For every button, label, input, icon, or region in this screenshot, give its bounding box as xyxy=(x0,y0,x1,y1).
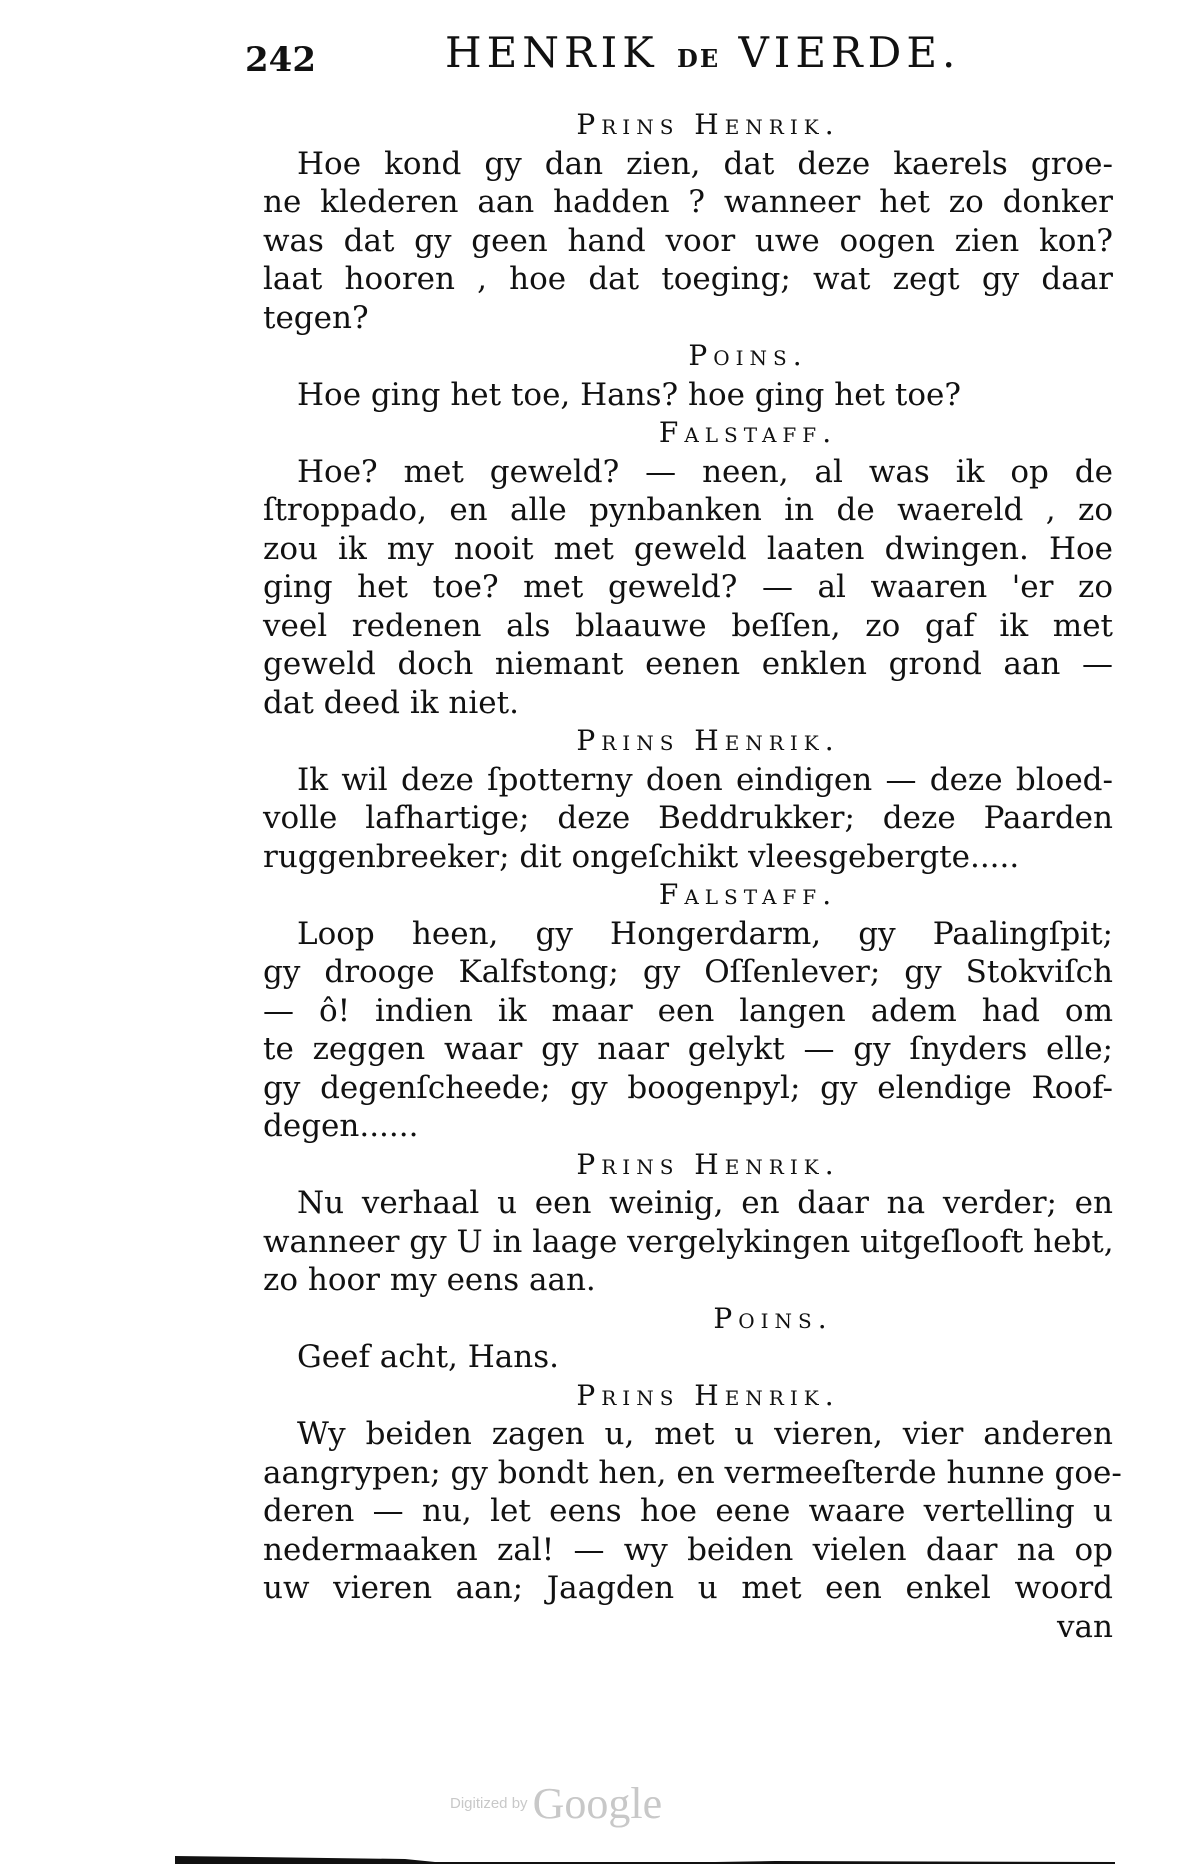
text-line: — ô! indien ik maar een langen adem had om xyxy=(263,992,1113,1029)
text-line: aangrypen; gy bondt hen, en vermeeſterde hunne goe- xyxy=(263,1454,1122,1491)
digitized-by-google-watermark xyxy=(450,1778,750,1828)
speaker-prins-henrik: Prins Henrik. xyxy=(576,108,840,141)
text-line: geweld doch niemant eenen enklen grond aan — xyxy=(263,646,1113,682)
text-line: dat deed ik niet. xyxy=(263,684,519,721)
text-line: zou ik my nooit met geweld laaten dwingen. Hoe xyxy=(263,530,1113,567)
google-logo: Google xyxy=(532,1779,663,1828)
text-line: wanneer gy U in laage vergelykingen uitgeſlooft hebt, xyxy=(263,1223,1114,1260)
text-line: Wy beiden zagen u, met u vieren, vier anderen xyxy=(297,1416,1113,1452)
running-title xyxy=(445,28,960,77)
speaker-prins-henrik: Prins Henrik. xyxy=(576,1147,840,1181)
text-line: was dat gy geen hand voor uwe oogen zien kon? xyxy=(263,222,1113,259)
text-line: ging het toe? met geweld? — al waaren 'er zo xyxy=(263,569,1113,605)
text-line: Nu verhaal u een weinig, en daar na verder; en xyxy=(297,1185,1113,1221)
text-line: Hoe kond gy dan zien, dat deze kaerels groe- xyxy=(297,145,1113,182)
text-line: gy degenſcheede; gy boogenpyl; gy elendige Roof- xyxy=(263,1069,1113,1106)
text-line: degen...... xyxy=(263,1108,419,1144)
text-line: volle lafhartige; deze Beddrukker; deze Paarden xyxy=(263,800,1113,836)
text-line: ne klederen aan hadden ? wanneer het zo donker xyxy=(263,184,1113,220)
speaker-poins: Poins. xyxy=(688,339,808,372)
text-line: te zeggen waar gy naar gelykt — gy ſnyders elle; xyxy=(263,1031,1113,1067)
text-line: tegen? xyxy=(263,299,369,336)
catchword: van xyxy=(1057,1608,1113,1645)
text-line: Hoe? met geweld? — neen, al was ik op de xyxy=(297,453,1113,490)
text-line: gy drooge Kalfstong; gy Oſſenlever; gy Stokviſch xyxy=(263,954,1113,990)
dialogue-text xyxy=(263,106,1122,1646)
text-line: uw vieren aan; Jaagden u met een enkel woord xyxy=(263,1570,1113,1606)
speaker-poins: Poins. xyxy=(713,1301,833,1335)
text-line: veel redenen als blaauwe beſſen, zo gaf ik met xyxy=(263,607,1113,644)
speaker-prins-henrik: Prins Henrik. xyxy=(576,1378,840,1412)
text-line: deren — nu, let eens hoe eene waare vertelling u xyxy=(263,1493,1113,1529)
text-line: nedermaaken zal! — wy beiden vielen daar na op xyxy=(263,1531,1113,1568)
speaker-prins-henrik: Prins Henrik. xyxy=(576,724,840,757)
text-line: Loop heen, gy Hongerdarm, gy Paalingſpit; xyxy=(297,915,1113,952)
text-line: ruggenbreeker; dit ongeſchikt vleesgebergte..... xyxy=(263,838,1020,875)
page-number: 242 xyxy=(245,40,316,80)
page-header xyxy=(245,28,965,88)
text-line: Ik wil deze ſpotterny doen eindigen — deze bloed- xyxy=(297,761,1113,798)
scan-edge-smudge xyxy=(175,1850,1115,1864)
text-line: ſtroppado, en alle pynbanken in de waereld , zo xyxy=(263,492,1113,528)
text-line: zo hoor my eens aan. xyxy=(263,1262,596,1298)
running-title-vierde: VIERDE. xyxy=(738,28,961,77)
speaker-falstaff: Falstaff. xyxy=(658,416,838,449)
digitized-by-label: Digitized by xyxy=(450,1795,528,1812)
speaker-falstaff: Falstaff. xyxy=(658,878,838,911)
running-title-henrik: HENRIK xyxy=(445,28,659,77)
text-line: Hoe ging het toe, Hans? hoe ging het toe? xyxy=(297,376,961,413)
text-line: laat hooren , hoe dat toeging; wat zegt gy daar xyxy=(263,261,1113,297)
text-line: Geef acht, Hans. xyxy=(297,1339,560,1375)
running-title-de: DE xyxy=(677,44,721,73)
